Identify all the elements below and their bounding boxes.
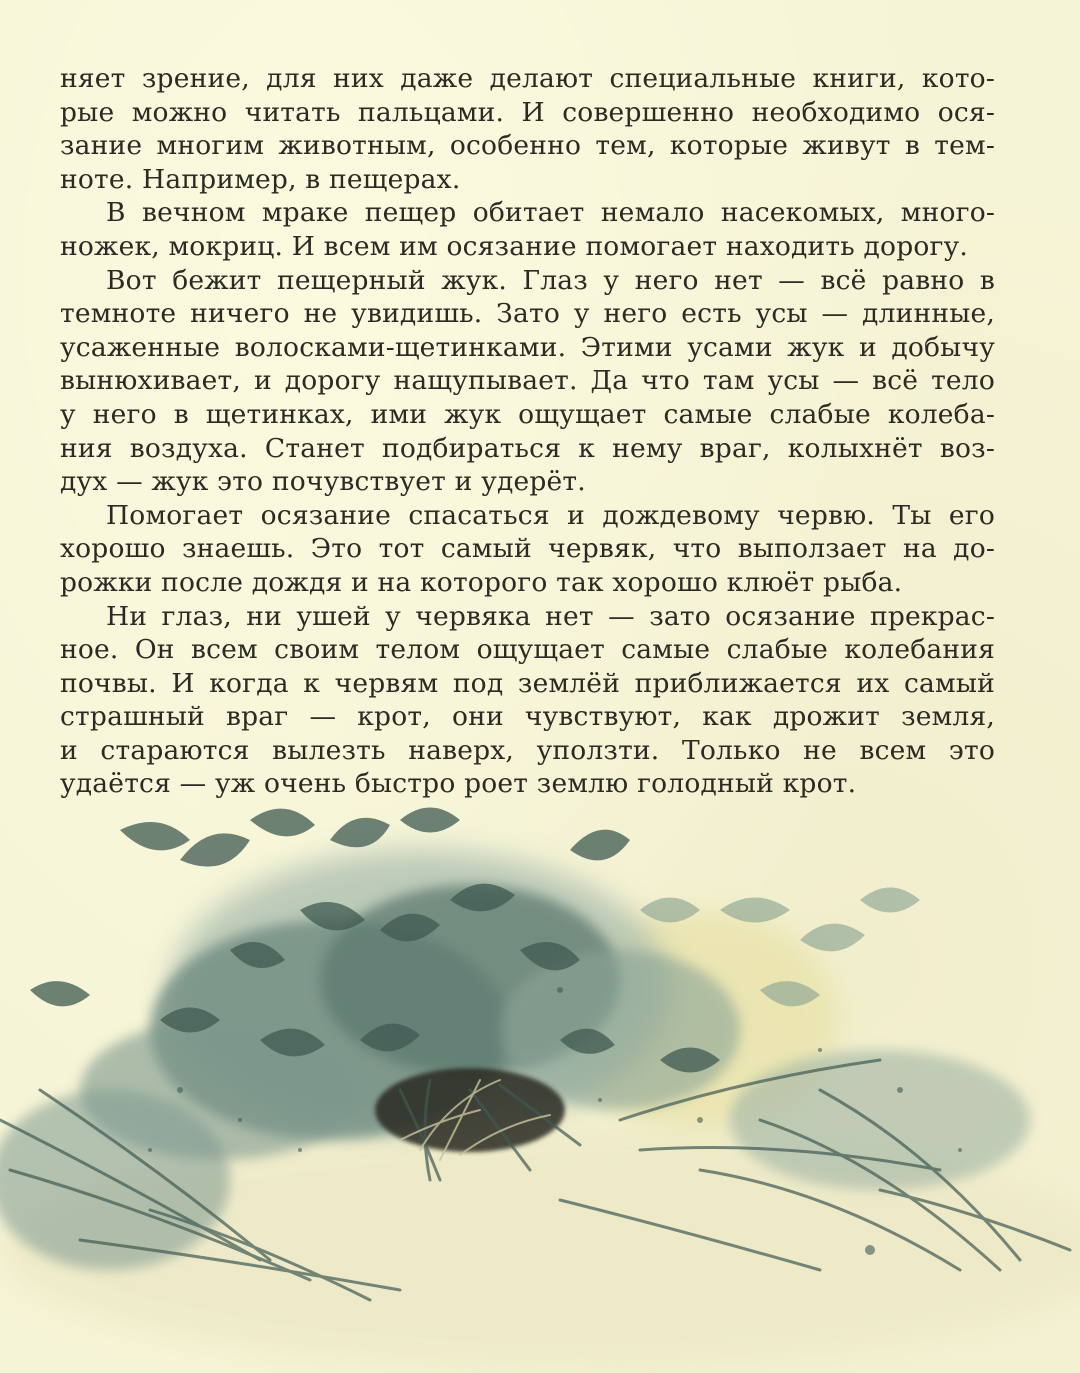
illustration-svg xyxy=(0,790,1080,1373)
text-line: и стараются вылезть наверх, уползти. Только не всем это xyxy=(60,734,995,766)
text-line: хорошо знаешь. Это тот самый червяк, что выползает на до- xyxy=(60,533,995,565)
text-line: рожки после дождя и на которого так хорошо клюёт рыба. xyxy=(60,566,903,598)
text-line: Ни глаз, ни ушей у червяка нет — зато осязание прекрас- xyxy=(106,600,995,632)
grass-bush-painting-icon xyxy=(0,790,1080,1373)
text-line: удаётся — уж очень быстро роет землю голодный крот. xyxy=(60,768,857,800)
text-line: почвы. И когда к червям под землёй приближается их самый xyxy=(60,667,995,699)
text-line: ноте. Например, в пещерах. xyxy=(60,163,461,195)
text-line: ния воздуха. Станет подбираться к нему враг, колыхнёт воз- xyxy=(60,432,995,464)
text-line: страшный враг — крот, они чувствуют, как дрожит земля, xyxy=(60,701,995,733)
text-line: зание многим животным, особенно тем, которые живут в тем- xyxy=(60,130,995,162)
text-line: усаженные волосками-щетинками. Этими усами жук и добычу xyxy=(60,331,995,363)
text-line: В вечном мраке пещер обитает немало насекомых, много- xyxy=(106,197,995,229)
text-line: у него в щетинках, ими жук ощущает самые слабые колеба- xyxy=(60,398,995,430)
text-line: дух — жук это почувствует и удерёт. xyxy=(60,466,586,498)
text-line: ное. Он всем своим телом ощущает самые слабые колебания xyxy=(60,634,995,666)
text-line: рые можно читать пальцами. И совершенно необходимо ося- xyxy=(60,96,995,128)
burrow xyxy=(375,1068,565,1152)
body-text xyxy=(60,62,995,801)
text-line: ножек, мокриц. И всем им осязание помогает находить дорогу. xyxy=(60,230,969,262)
text-line: темноте ничего не увидишь. Зато у него есть усы — длинные, xyxy=(60,298,995,330)
text-line: Помогает осязание спасаться и дождевому червю. Ты его xyxy=(106,499,995,531)
text-line: вынюхивает, и дорогу нащупывает. Да что там усы — всё тело xyxy=(60,365,995,397)
text-line: няет зрение, для них даже делают специальные книги, кото- xyxy=(60,63,995,94)
text-line: Вот бежит пещерный жук. Глаз у него нет — всё равно в xyxy=(106,264,995,296)
